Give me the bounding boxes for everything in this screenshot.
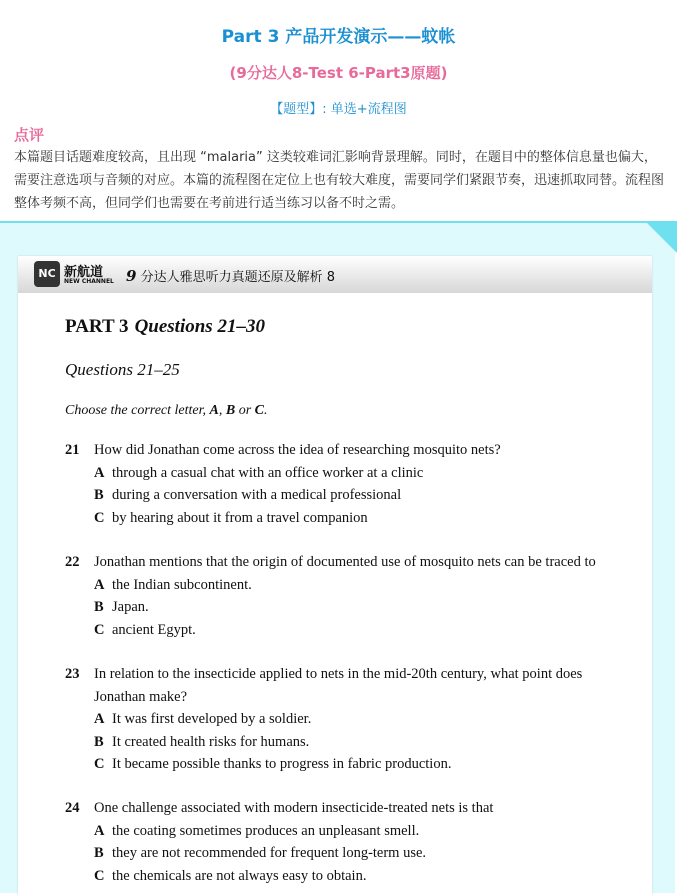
option-text: the Indian subcontinent. [112,576,252,593]
comment-body: 本篇题目话题难度较高，且出现 “malaria” 这类较难词汇影响背景理解。同时，在题目中的整体信息量也偏大，需要注意选项与音频的对应。本篇的流程图在定位上也有较大难度，需要同学们紧跟节奏，迅速抓取同替。流程图整体考频不高，但同学们也需要在考前进行适当练习以备不时之需。 [14,150,665,211]
option-b [65,842,635,865]
part-label: PART 3 [65,316,129,337]
question-stem [65,439,635,462]
option-text: the coating sometimes produces an unpleasant smell. [112,822,420,839]
question-stem [65,797,635,820]
page-subtitle: (9分达人8-Test 6-Part3原题) [229,64,448,82]
option-text: through a casual chat with an office worker at a clinic [112,464,424,481]
option-letter: B [94,845,104,861]
part-range: Questions 21–30 [134,316,265,337]
book-header-band [18,256,652,293]
instruction [65,403,268,419]
option-text: It became possible thanks to progress in fabric production. [112,756,452,772]
instruction-or: or [235,403,255,418]
option-text: by hearing about it from a travel companion [112,509,368,526]
instruction-letter-b: B [225,403,236,418]
option-text: the chemicals are not always easy to obtain. [112,867,367,884]
option-letter: B [94,599,104,615]
question-number: 21 [65,442,80,458]
option-letter: C [94,867,105,884]
book-title-number: 9 [126,267,137,285]
question-type [0,98,677,117]
option-a [65,462,635,485]
question-21 [65,439,635,529]
option-text: during a conversation with a medical professional [112,487,402,503]
part-heading [65,316,265,338]
option-a [65,574,635,597]
question-type-label: 【题型】: [270,102,327,117]
book-title [126,266,335,285]
question-22 [65,551,635,641]
logo-icon: NC [34,261,60,287]
option-b [65,484,635,507]
comment-heading: 点评 [14,126,45,144]
question-number: 23 [65,666,80,682]
question-type-value: 单选+流程图 [326,102,407,117]
logo-chinese: 新航道 [64,265,104,280]
option-text: they are not recommended for frequent long-term use. [112,845,427,861]
option-letter: B [94,733,104,750]
section-heading: Questions 21–25 [65,360,180,379]
question-24 [65,797,635,887]
option-text: It was first developed by a soldier. [112,711,312,727]
option-a [65,708,635,731]
question-stem [65,663,635,708]
option-a [65,820,635,843]
question-text: In relation to the insecticide applied to nets in the mid-20th century, what point does Jonathan make? [94,666,583,705]
question-text: Jonathan mentions that the origin of documented use of mosquito nets can be traced to [94,554,596,570]
option-b [65,731,635,754]
option-c [65,753,635,776]
option-letter: A [94,464,105,481]
option-text: It created health risks for humans. [112,733,310,750]
question-number: 24 [65,800,80,816]
option-letter: A [94,576,105,593]
option-letter: A [94,711,105,727]
option-letter: C [94,509,105,526]
option-letter: C [94,756,105,772]
option-text: ancient Egypt. [112,621,196,638]
question-23 [65,663,635,776]
book-title-text: 分达人雅思听力真题还原及解析 8 [136,270,335,285]
question-stem [65,551,635,574]
logo-english: NEW CHANNEL [64,278,114,285]
option-b [65,596,635,619]
card-fold-corner [645,221,677,253]
instruction-end: . [264,403,268,418]
option-text: Japan. [112,599,149,615]
question-number: 22 [65,554,80,570]
instruction-letter-a: A [209,403,219,418]
option-letter: C [94,621,105,638]
instruction-mid: , [218,403,226,418]
book-page [18,256,652,896]
option-letter: A [94,822,105,839]
instruction-pre: Choose the correct letter, [65,403,210,418]
option-c [65,619,635,642]
page-title: Part 3 产品开发演示——蚊帐 [221,27,456,47]
option-letter: B [94,487,104,503]
question-text: How did Jonathan come across the idea of researching mosquito nets? [94,442,501,458]
question-text: One challenge associated with modern insecticide-treated nets is that [94,800,494,816]
instruction-letter-c: C [254,403,264,418]
option-c [65,507,635,530]
